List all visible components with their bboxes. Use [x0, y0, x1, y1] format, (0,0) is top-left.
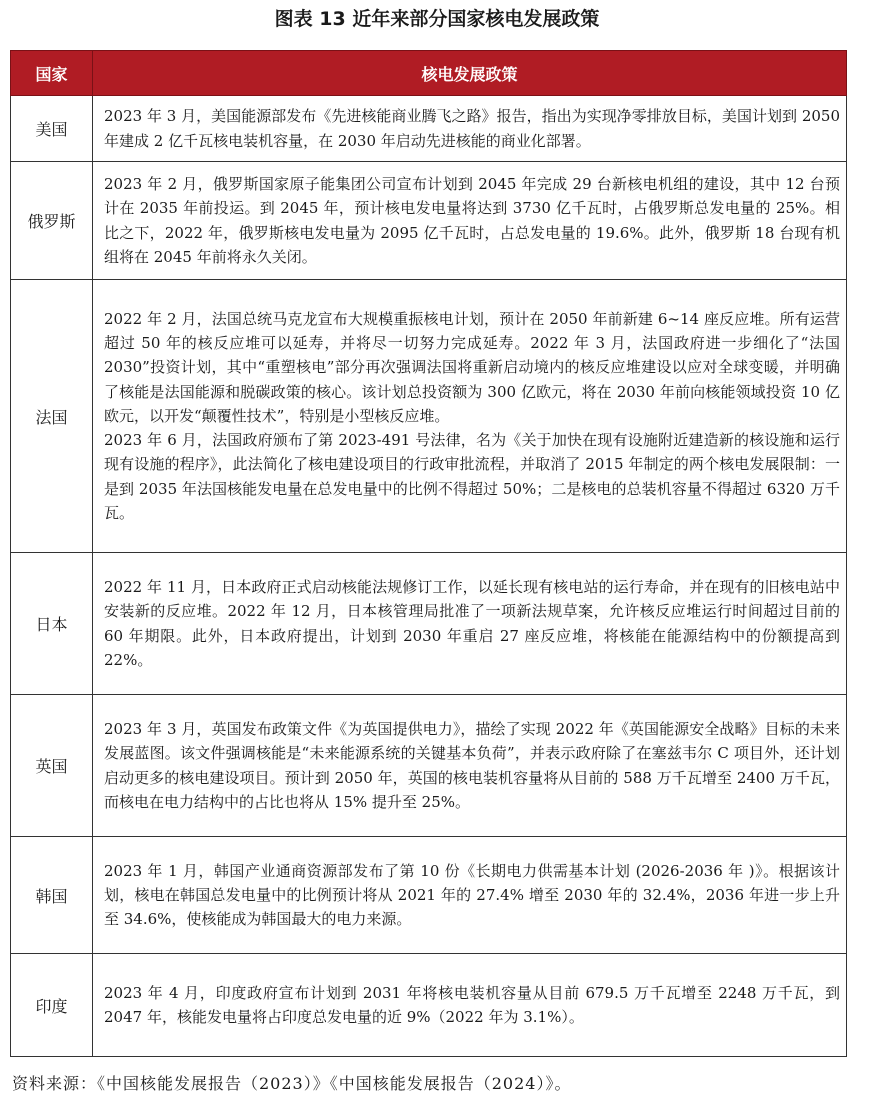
country-cell: 印度	[11, 954, 93, 1057]
country-cell: 韩国	[11, 837, 93, 954]
table-row	[11, 280, 847, 553]
policy-paragraph: 2022 年 11 月，日本政府正式启动核能法规修订工作，以延长现有核电站的运行寿命，并在现有的旧核电站中安装新的反应堆。2022 年 12 月，日本核管理局批准了一项新法规草案，允许核反应堆运行时间超过目前的 60 年期限。此外，日本政府提出，计划到 2030 年重启 27 座反应堆，将核能在能源结构中的份额提高到 22%。	[104, 578, 840, 669]
figure-title: 图表 13 近年来部分国家核电发展政策	[274, 8, 600, 30]
policy-paragraph: 2023 年 4 月，印度政府宣布计划到 2031 年将核电装机容量从目前 679.5 万千瓦增至 2248 万千瓦，到 2047 年，核能发电量将占印度总发电量的近 9%（2022 年为 3.1%）。	[104, 983, 840, 1026]
country-cell: 英国	[11, 695, 93, 837]
nuclear-policy-table	[10, 50, 847, 1057]
policy-cell	[93, 96, 847, 162]
header-policy: 核电发展政策	[93, 51, 847, 96]
policy-paragraph: 2022 年 2 月，法国总统马克龙宣布大规模重振核电计划，预计在 2050 年前新建 6~14 座反应堆。所有运营超过 50 年的核反应堆可以延寿，并将尽一切努力完成延寿。2022 年 3 月，法国政府进一步细化了“法国 2030”投资计划，其中“重塑核电”部分再次强调法国将重新启动境内的核反应堆建设以应对全球变暖，并明确了核能是法国能源和脱碳政策的核心。该计划总投资额为 300 亿欧元，将在 2030 年前向核能领域投资 10 亿欧元，以开发“颠覆性技术”，特别是小型核反应堆。	[104, 310, 840, 425]
policy-cell	[93, 162, 847, 280]
policy-cell	[93, 553, 847, 695]
country-cell: 日本	[11, 553, 93, 695]
policy-cell	[93, 280, 847, 553]
policy-cell	[93, 954, 847, 1057]
policy-paragraph: 2023 年 1 月，韩国产业通商资源部发布了第 10 份《长期电力供需基本计划 (2026-2036 年 )》。根据该计划，核电在韩国总发电量中的比例预计将从 2021 年的 27.4% 增至 2030 年的 32.4%，2036 年进一步上升至 34.6%，使核能成为韩国最大的电力来源。	[104, 861, 840, 929]
policy-paragraph: 2023 年 6 月，法国政府颁布了第 2023-491 号法律，名为《关于加快在现有设施附近建造新的核设施和运行现有设施的程序》，此法简化了核电建设项目的行政审批流程，并取消了 2015 年制定的两个核电发展限制：一是到 2035 年法国核能发电量在总发电量中的比例不得超过 50%；二是核电的总装机容量不得超过 6320 万千瓦。	[104, 431, 840, 522]
table-row	[11, 162, 847, 280]
policy-cell	[93, 695, 847, 837]
header-country: 国家	[11, 51, 93, 96]
country-cell: 美国	[11, 96, 93, 162]
table-row	[11, 695, 847, 837]
policy-paragraph: 2023 年 3 月，英国发布政策文件《为英国提供电力》，描绘了实现 2022 年《英国能源安全战略》目标的未来发展蓝图。该文件强调核能是“未来能源系统的关键基本负荷”，并表示政府除了在塞兹韦尔 C 项目外，还计划启动更多的核电建设项目。预计到 2050 年，英国的核电装机容量将从目前的 588 万千瓦增至 2400 万千瓦，而核电在电力结构中的占比也将从 15% 提升至 25%。	[104, 720, 840, 811]
country-cell: 俄罗斯	[11, 162, 93, 280]
policy-cell	[93, 837, 847, 954]
table-row	[11, 96, 847, 162]
source-note: 资料来源：《中国核能发展报告（2023）》《中国核能发展报告（2024）》。	[12, 1074, 572, 1093]
policy-paragraph: 2023 年 2 月，俄罗斯国家原子能集团公司宣布计划到 2045 年完成 29 台新核电机组的建设，其中 12 台预计在 2035 年前投运。到 2045 年，预计核电发电量将达到 3730 亿千瓦时，占俄罗斯总发电量的 25%。相比之下，2022 年，俄罗斯核电发电量为 2095 亿千瓦时，占总发电量的 19.6%。此外，俄罗斯 18 台现有机组将在 2045 年前将永久关闭。	[104, 175, 840, 266]
country-cell: 法国	[11, 280, 93, 553]
table-row	[11, 553, 847, 695]
table-header-row	[11, 51, 847, 96]
table-row	[11, 837, 847, 954]
table-row	[11, 954, 847, 1057]
policy-paragraph: 2023 年 3 月，美国能源部发布《先进核能商业腾飞之路》报告，指出为实现净零排放目标，美国计划到 2050 年建成 2 亿千瓦核电装机容量，在 2030 年启动先进核能的商业化部署。	[104, 107, 840, 150]
